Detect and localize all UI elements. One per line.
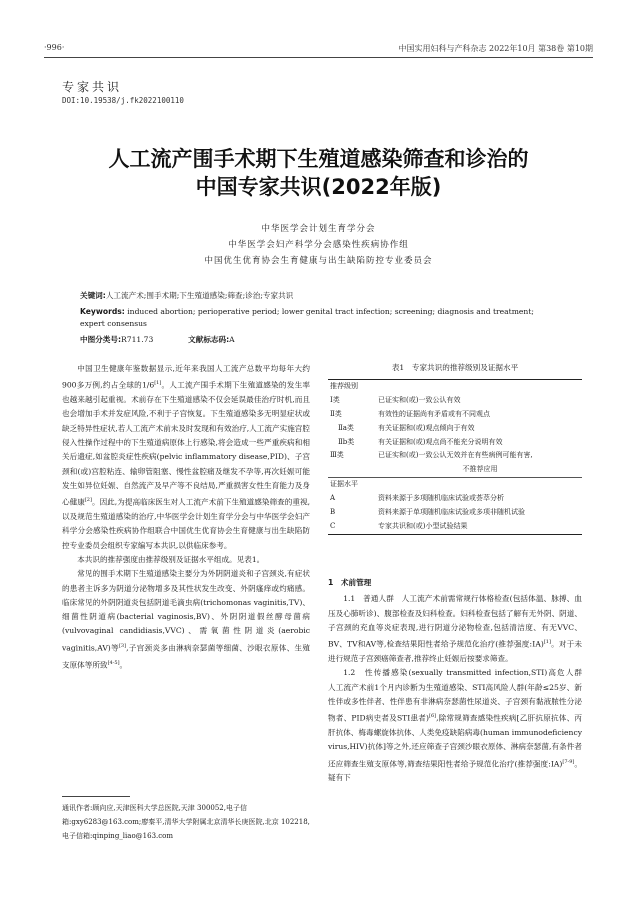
doi: DOI:10.19538/j.fk2022100110 xyxy=(62,96,184,105)
ref-7-9: [7-9] xyxy=(562,758,575,765)
table-row: A 资料来源于多项随机临床试验或荟萃分析 xyxy=(330,494,504,503)
table-group-grade: 推荐级别 xyxy=(330,382,358,390)
section-tag: 专家共识 xyxy=(62,80,123,94)
ref-1b: [1] xyxy=(543,639,551,646)
title-line-2: 中国专家共识(2022年版) xyxy=(195,175,442,199)
recommendation-table xyxy=(328,379,582,535)
doc-code-label: 文献标志码: xyxy=(188,335,230,344)
keywords-en xyxy=(80,306,560,330)
journal-header: 中国实用妇科与产科杂志 2022年10月 第38卷 第10期 xyxy=(398,44,593,53)
classification-line xyxy=(80,334,560,346)
table-caption: 表1 专家共识的推荐级别及证据水平 xyxy=(391,363,519,372)
strength-paragraph: 本共识的推荐强度由推荐级别及证据水平组成。见表1。 xyxy=(77,554,265,564)
left-column xyxy=(62,362,310,672)
keywords-cn-text: 人工流产术;围手术期;下生殖道感染;筛查;诊治;专家共识 xyxy=(105,291,294,300)
classification-value: R711.73 xyxy=(121,335,154,344)
article-title xyxy=(44,145,593,201)
general-population-paragraph: 1.1 普通人群 人工流产术前需常规行体格检查(包括体温、脉搏、血压及心肺听诊)、腹部检查及妇科检查。妇科检查包括了解有无外阴、阴道、子宫颈的充血等炎症表现,进行阴道分泌物检查,包括清洁度、有无VVC、BV、TV和AV等,检查结果阳性者给予规范化治疗(推荐强度:ⅠA)[1]。对于未进行规范子宫颈癌筛查者,推荐终止妊娠后按要求筛查。 xyxy=(328,594,582,664)
header-rule xyxy=(44,57,593,58)
org-1: 中华医学会计划生育学分会 xyxy=(261,224,376,234)
author-organizations xyxy=(44,221,593,269)
intro-paragraph: 中国卫生健康年鉴数据显示,近年来我国人工流产总数平均每年大约900多万例,约占全球的1/6[1]。人工流产围手术期下生殖道感染的发生率也越来越引起重视。术前存在下生殖道感染不仅会延误最佳治疗时机,而且也会增加手术并发症风险,不利于子宫恢复。下生殖道感染多无明显症状或缺乏特异性症状,若人工流产术前未及时发现和有效治疗,人工流产实施宫腔侵入性操作过程中的下生殖道病原体上行感染,将会造成一些严重疾病和相关后遗症,如盆腔炎症性疾病(pelvic inflammatory disease,PID)、子宫颈和(或)宫腔粘连、输卵管阻塞、慢性盆腔痛及继发不孕等,再次妊娠可能发生如异位妊娠、自然流产及早产等不良结局,严重损害女性生育能力及身心健康[2]。因此,为提高临床医生对人工流产术前下生殖道感染筛查的重视,以及规范生殖道感染的治疗,中华医学会计划生育学分会与中华医学会妇产科学分会感染性疾病协作组联合中国优生优育协会生育健康与出生缺陷防控专业委员会组织专家编写本共识,以供临床参考。 xyxy=(62,364,310,550)
table-row: Ⅱ类 有效性的证据尚有矛盾或有不同观点 xyxy=(330,409,490,418)
classification-label: 中图分类号: xyxy=(80,335,122,344)
title-line-1: 人工流产围手术期下生殖道感染筛查和诊治的 xyxy=(108,147,529,171)
sti-paragraph: 1.2 性传播感染(sexually transmitted infection,STI)高危人群 人工流产术前1个月内诊断为生殖道感染、STI高风险人群(年龄≤25岁、新性伴或多性伴者、性伴患有非淋病奈瑟菌性尿道炎、子宫颈有黏液脓性分泌物者、PID病史者及STI患者)[6],除常规筛查感染性疾病[乙肝抗原抗体、丙肝抗体、梅毒螺旋体抗体、人类免疫缺陷病毒(human immunodeficiency virus,HIV)抗体]等之外,还应筛查子宫颈沙眼衣原体、淋病奈瑟菌,有条件者还应筛查生殖支原体等,筛查结果阳性者给予规范化治疗(推荐强度:ⅠA)[7-9]。疑有下 xyxy=(328,668,590,783)
org-3: 中国优生优育协会生育健康与出生缺陷防控专业委员会 xyxy=(204,256,433,266)
keywords-cn-label: 关键词: xyxy=(80,291,106,300)
keywords-en-text: induced abortion; perioperative period; lower genital tract infection; screening; diagnosis and treatment; expert consensus xyxy=(80,307,534,328)
doc-code-value: A xyxy=(229,335,235,344)
ref-4-5: [4-5] xyxy=(107,659,120,666)
table-row: C 专家共识和(或)小型试验结果 xyxy=(330,521,468,530)
footnote-rule xyxy=(62,796,130,797)
table-row: Ⅱb类 有关证据和(或)观点尚不能充分说明有效 xyxy=(338,437,503,446)
keywords-en-label: Keywords: xyxy=(80,307,125,316)
table-row: B 资料来源于单项随机临床试验或多项非随机试验 xyxy=(330,508,525,517)
ref-1: [1] xyxy=(154,380,162,387)
keywords-cn xyxy=(80,290,560,302)
infection-paragraph: 常见的围手术期下生殖道感染主要分为外阴阴道炎和子宫颈炎,有症状的患者主诉多为阴道分泌物增多及其性状发生改变、外阴瘙痒或灼痛感。临床常见的外阴阴道炎包括阴道毛滴虫病(trichomonas vaginitis,TV)、细菌性阴道病(bacterial vaginosis,BV)、外阴阴道假丝酵母菌病(vulvovaginal candidiasis,VVC)、需氧菌性阴道炎(aerobic vaginitis,AV)等[3],子宫颈炎多由淋病奈瑟菌等细菌、沙眼衣原体、生殖支原体等所致[4-5]。 xyxy=(62,569,310,670)
ref-3: [3] xyxy=(118,642,127,649)
table-row: Ⅱa类 有关证据和(或)观点倾向于有效 xyxy=(338,423,475,432)
section-heading: 1 术前管理 xyxy=(328,578,372,587)
table-row: Ⅰ类 已证实和(或)一致公认有效 xyxy=(330,395,461,404)
table-row: Ⅲ类 已证实和(或)一致公认无效并在有些病例可能有害, xyxy=(330,451,533,460)
org-2: 中华医学会妇产科学分会感染性疾病协作组 xyxy=(228,240,409,250)
ref-2: [2] xyxy=(84,497,92,504)
right-column xyxy=(328,576,590,786)
ref-6: [6] xyxy=(429,713,437,720)
correspondence-footnote: 通讯作者:顾向应,天津医科大学总医院,天津 300052,电子信箱:gxy6283@163.com;廖秦平,清华大学附属北京清华长庚医院,北京 102218,电子信箱:qinping_liao@163.com xyxy=(62,804,310,840)
table-row: 不推荐应用 xyxy=(462,465,498,474)
page-number: ·996· xyxy=(44,43,65,52)
table-group-evidence: 证据水平 xyxy=(328,477,582,492)
